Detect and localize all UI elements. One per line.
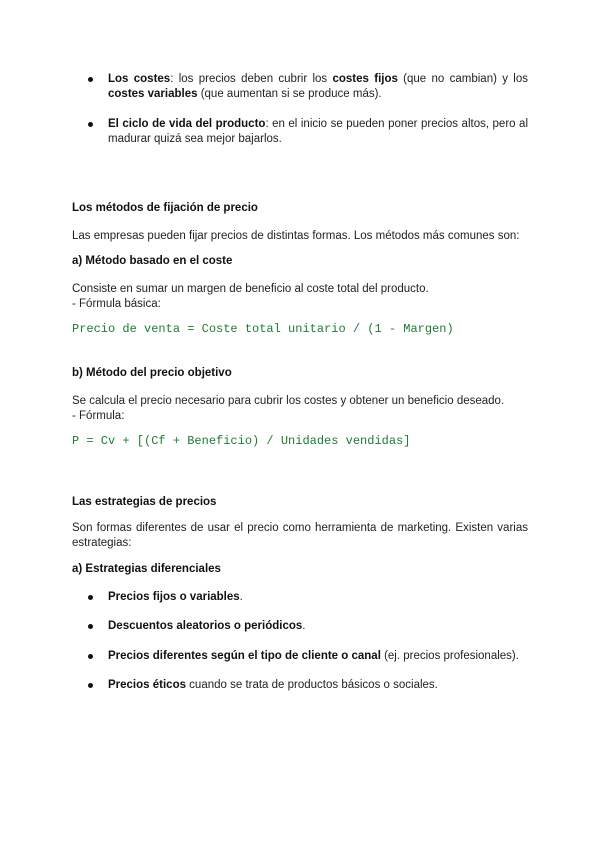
bold-term: El ciclo de vida del producto [108, 118, 266, 130]
text: . [239, 591, 243, 603]
bullet-dot [88, 654, 93, 659]
bold-term: Los costes [108, 73, 171, 85]
list-item [90, 678, 528, 693]
text: . [302, 620, 306, 632]
text: : en el inicio se pueden poner precios altos, pero al madurar quizá sea mejor bajarlos. [108, 118, 529, 145]
list-item [90, 590, 528, 605]
bullet-text [108, 649, 528, 664]
text-line: Consiste en sumar un margen de beneficio al coste total del producto. [72, 283, 429, 295]
formula-coste: Precio de venta = Coste total unitario / (1 - Margen) [72, 322, 454, 336]
bold-term: Precios éticos [108, 679, 186, 691]
bullet-dot [88, 122, 93, 127]
bullet-costes [90, 72, 528, 102]
list-item [90, 649, 528, 664]
bullet-text [108, 72, 528, 102]
list-item [90, 619, 528, 634]
section-intro: Las empresas pueden fijar precios de distintas formas. Los métodos más comunes son: [72, 230, 520, 242]
text-line: Se calcula el precio necesario para cubrir los costes y obtener un beneficio deseado. [72, 395, 505, 407]
paragraph-precio-objetivo [72, 394, 528, 424]
text: cuando se trata de productos básicos o sociales. [185, 679, 438, 691]
bullet-text [108, 619, 528, 634]
paragraph-coste [72, 282, 528, 312]
bullet-text [108, 678, 528, 693]
text-line: - Fórmula básica: [72, 298, 161, 310]
subsection-title-coste: a) Método basado en el coste [72, 255, 233, 267]
section-title-metodos: Los métodos de fijación de precio [72, 202, 258, 214]
text: (que aumentan si se produce más). [197, 88, 382, 100]
formula-precio-objetivo: P = Cv + [(Cf + Beneficio) / Unidades vendidas] [72, 434, 411, 448]
bullet-text [108, 117, 528, 147]
bullet-dot [88, 683, 93, 688]
bold-term: costes variables [108, 88, 198, 100]
bullet-dot [88, 595, 93, 600]
subsection-title-precio-objetivo: b) Método del precio objetivo [72, 367, 232, 379]
text: (que no cambian) y los [397, 73, 528, 85]
bold-term: Precios diferentes según el tipo de cliente o canal [108, 650, 381, 662]
text: : los precios deben cubrir los [170, 73, 333, 85]
bullet-ciclo-vida [90, 117, 528, 147]
text-line: - Fórmula: [72, 410, 125, 422]
text: (ej. precios profesionales). [380, 650, 519, 662]
bold-term: Precios fijos o variables [108, 591, 240, 603]
section-intro-estrategias: Son formas diferentes de usar el precio como herramienta de marketing. Existen varias estrategias: [72, 522, 528, 549]
bullet-dot [88, 624, 93, 629]
bullet-text [108, 590, 528, 605]
section-title-estrategias: Las estrategias de precios [72, 496, 217, 508]
bold-term: Descuentos aleatorios o periódicos [108, 620, 303, 632]
bold-term: costes fijos [332, 73, 398, 85]
subsection-title-diferenciales: a) Estrategias diferenciales [72, 563, 221, 575]
bullet-dot [88, 77, 93, 82]
